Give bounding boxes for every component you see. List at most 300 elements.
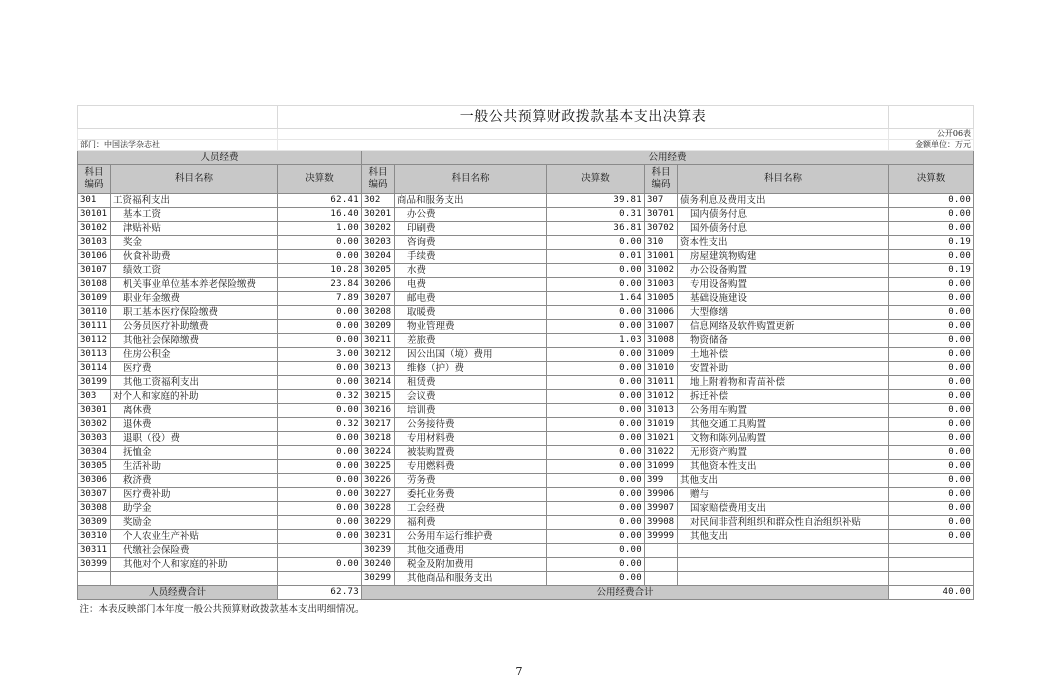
item-name-cell: 其他工资福利支出: [111, 376, 278, 390]
item-name-cell: 物资储备: [678, 334, 889, 348]
amount-cell: 0.01: [547, 250, 645, 264]
code-cell: 31012: [645, 390, 678, 404]
code-cell: 30107: [78, 264, 111, 278]
item-name-cell: 公务用车购置: [678, 404, 889, 418]
amount-cell: 0.00: [547, 320, 645, 334]
amount-cell: 0.00: [278, 320, 362, 334]
item-name-cell: 职业年金缴费: [111, 292, 278, 306]
item-name-cell: 物业管理费: [395, 320, 547, 334]
amount-cell: 0.00: [547, 362, 645, 376]
public-total-label: 公用经费合计: [362, 586, 889, 600]
item-name-cell: 其他对个人和家庭的补助: [111, 558, 278, 572]
code-cell: 30114: [78, 362, 111, 376]
code-cell: 31005: [645, 292, 678, 306]
item-name-cell: 资本性支出: [678, 236, 889, 250]
footnote: 注：本表反映部门本年度一般公共预算财政拨款基本支出明细情况。: [78, 600, 974, 617]
item-name-cell: 土地补偿: [678, 348, 889, 362]
amount-cell: 0.00: [547, 474, 645, 488]
item-name-cell: 工资福利支出: [111, 194, 278, 208]
item-name-cell: 信息网络及软件购置更新: [678, 320, 889, 334]
code-cell: 307: [645, 194, 678, 208]
item-name-cell: 其他支出: [678, 474, 889, 488]
amount-cell: 0.00: [278, 516, 362, 530]
table-row: [78, 292, 974, 306]
amount-cell: 0.00: [889, 376, 974, 390]
amount-cell: 0.00: [547, 390, 645, 404]
item-name-cell: 个人农业生产补贴: [111, 530, 278, 544]
code-cell: 30301: [78, 404, 111, 418]
item-name-cell: [678, 558, 889, 572]
item-name-cell: 文物和陈列品购置: [678, 432, 889, 446]
amount-cell: 0.00: [278, 236, 362, 250]
item-name-cell: 其他商品和服务支出: [395, 572, 547, 586]
amount-cell: [278, 572, 362, 586]
amount-cell: 0.00: [547, 558, 645, 572]
amount-cell: 0.00: [889, 446, 974, 460]
code-cell: 30304: [78, 446, 111, 460]
amount-cell: 0.00: [547, 544, 645, 558]
amount-cell: 0.00: [889, 404, 974, 418]
code-cell: 399: [645, 474, 678, 488]
public-total-value: 40.00: [889, 586, 974, 600]
item-name-cell: 拆迁补偿: [678, 390, 889, 404]
amount-cell: 0.00: [889, 348, 974, 362]
table-body: [78, 194, 974, 586]
amount-cell: 0.00: [547, 236, 645, 250]
item-name-cell: 维修（护）费: [395, 362, 547, 376]
amount-cell: [889, 558, 974, 572]
code-cell: 30225: [362, 460, 395, 474]
item-name-cell: 工会经费: [395, 502, 547, 516]
amount-cell: 0.00: [889, 278, 974, 292]
code-cell: 30701: [645, 208, 678, 222]
amount-cell: 39.81: [547, 194, 645, 208]
item-name-cell: 奖金: [111, 236, 278, 250]
item-name-cell: 伙食补助费: [111, 250, 278, 264]
item-name-cell: 大型修缮: [678, 306, 889, 320]
table-row: [78, 390, 974, 404]
item-name-cell: 税金及附加费用: [395, 558, 547, 572]
table-row: [78, 446, 974, 460]
item-name-cell: 专用设备购置: [678, 278, 889, 292]
budget-table: [77, 105, 974, 616]
code-cell: [645, 572, 678, 586]
item-name-cell: 国内债务付息: [678, 208, 889, 222]
code-cell: 30102: [78, 222, 111, 236]
col-code-2: 科目 编码: [362, 165, 395, 194]
item-name-cell: 劳务费: [395, 474, 547, 488]
table-row: [78, 306, 974, 320]
amount-cell: 0.00: [278, 530, 362, 544]
table-row: [78, 334, 974, 348]
amount-cell: 0.00: [547, 404, 645, 418]
item-name-cell: 代缴社会保险费: [111, 544, 278, 558]
code-cell: 302: [362, 194, 395, 208]
code-cell: 30231: [362, 530, 395, 544]
amount-cell: [889, 572, 974, 586]
code-cell: 31002: [645, 264, 678, 278]
code-cell: 30226: [362, 474, 395, 488]
amount-cell: 0.00: [889, 334, 974, 348]
amount-cell: 0.31: [547, 208, 645, 222]
amount-cell: 0.00: [889, 474, 974, 488]
amount-cell: 0.00: [278, 474, 362, 488]
amount-cell: 0.00: [278, 376, 362, 390]
table-row: [78, 474, 974, 488]
code-cell: 30109: [78, 292, 111, 306]
item-name-cell: 债务利息及费用支出: [678, 194, 889, 208]
code-cell: 30217: [362, 418, 395, 432]
code-cell: 30227: [362, 488, 395, 502]
amount-cell: 1.00: [278, 222, 362, 236]
item-name-cell: 住房公积金: [111, 348, 278, 362]
item-name-cell: 国家赔偿费用支出: [678, 502, 889, 516]
table-row: [78, 544, 974, 558]
section-public: 公用经费: [362, 151, 974, 165]
amount-cell: 0.00: [889, 530, 974, 544]
item-name-cell: 安置补助: [678, 362, 889, 376]
table-row: [78, 460, 974, 474]
amount-cell: 0.00: [278, 404, 362, 418]
amount-cell: 0.00: [547, 460, 645, 474]
amount-cell: 0.00: [547, 488, 645, 502]
code-cell: 31019: [645, 418, 678, 432]
amount-cell: 0.00: [889, 194, 974, 208]
code-cell: 30213: [362, 362, 395, 376]
item-name-cell: [678, 544, 889, 558]
item-name-cell: 办公设备购置: [678, 264, 889, 278]
code-cell: 30308: [78, 502, 111, 516]
code-cell: 30204: [362, 250, 395, 264]
code-cell: 30199: [78, 376, 111, 390]
code-cell: 31011: [645, 376, 678, 390]
item-name-cell: 办公费: [395, 208, 547, 222]
code-cell: 303: [78, 390, 111, 404]
amount-cell: 23.84: [278, 278, 362, 292]
item-name-cell: 赠与: [678, 488, 889, 502]
table-row: [78, 320, 974, 334]
item-name-cell: 福利费: [395, 516, 547, 530]
item-name-cell: 对个人和家庭的补助: [111, 390, 278, 404]
amount-cell: 0.00: [889, 390, 974, 404]
amount-cell: 0.00: [889, 306, 974, 320]
table-row: [78, 250, 974, 264]
item-name-cell: 其他交通费用: [395, 544, 547, 558]
code-cell: 39907: [645, 502, 678, 516]
code-cell: 30110: [78, 306, 111, 320]
item-name-cell: 地上附着物和青苗补偿: [678, 376, 889, 390]
amount-cell: 0.00: [889, 208, 974, 222]
item-name-cell: 因公出国（境）费用: [395, 348, 547, 362]
amount-cell: 0.00: [547, 516, 645, 530]
unit-label: 金额单位：万元: [889, 140, 974, 151]
item-name-cell: 被装购置费: [395, 446, 547, 460]
amount-cell: 0.00: [889, 418, 974, 432]
code-cell: 30205: [362, 264, 395, 278]
amount-cell: 0.00: [889, 222, 974, 236]
item-name-cell: 邮电费: [395, 292, 547, 306]
code-cell: 31022: [645, 446, 678, 460]
code-cell: 31021: [645, 432, 678, 446]
code-cell: 31010: [645, 362, 678, 376]
code-cell: 30310: [78, 530, 111, 544]
code-cell: 30229: [362, 516, 395, 530]
table-row: [78, 222, 974, 236]
item-name-cell: 差旅费: [395, 334, 547, 348]
code-cell: 310: [645, 236, 678, 250]
table-row: [78, 516, 974, 530]
item-name-cell: 取暖费: [395, 306, 547, 320]
amount-cell: 0.00: [547, 306, 645, 320]
code-cell: 30202: [362, 222, 395, 236]
item-name-cell: 其他社会保障缴费: [111, 334, 278, 348]
item-name-cell: 助学金: [111, 502, 278, 516]
code-cell: 30306: [78, 474, 111, 488]
item-name-cell: 其他交通工具购置: [678, 418, 889, 432]
amount-cell: 0.00: [547, 446, 645, 460]
code-cell: 31001: [645, 250, 678, 264]
code-cell: 30216: [362, 404, 395, 418]
table-row: [78, 404, 974, 418]
code-cell: 30299: [362, 572, 395, 586]
item-name-cell: 国外债务付息: [678, 222, 889, 236]
code-cell: 30228: [362, 502, 395, 516]
code-cell: 30302: [78, 418, 111, 432]
item-name-cell: 绩效工资: [111, 264, 278, 278]
code-cell: 30240: [362, 558, 395, 572]
page-number: 7: [515, 665, 523, 678]
item-name-cell: 其他资本性支出: [678, 460, 889, 474]
item-name-cell: 专用燃料费: [395, 460, 547, 474]
department-label: 部门：中国法学杂志社: [78, 140, 278, 151]
code-cell: 30214: [362, 376, 395, 390]
item-name-cell: 公务接待费: [395, 418, 547, 432]
item-name-cell: 离休费: [111, 404, 278, 418]
code-cell: 30203: [362, 236, 395, 250]
code-cell: 30108: [78, 278, 111, 292]
item-name-cell: 基本工资: [111, 208, 278, 222]
table-row: [78, 278, 974, 292]
item-name-cell: 培训费: [395, 404, 547, 418]
table-row: [78, 488, 974, 502]
code-cell: 31099: [645, 460, 678, 474]
amount-cell: 0.00: [889, 488, 974, 502]
code-cell: [78, 572, 111, 586]
amount-cell: 0.00: [889, 432, 974, 446]
code-cell: 30309: [78, 516, 111, 530]
item-name-cell: 生活补助: [111, 460, 278, 474]
table-row: [78, 418, 974, 432]
item-name-cell: 救济费: [111, 474, 278, 488]
item-name-cell: 印刷费: [395, 222, 547, 236]
table-code: 公开06表: [889, 129, 974, 140]
table-row: [78, 236, 974, 250]
code-cell: 31009: [645, 348, 678, 362]
amount-cell: 0.00: [547, 530, 645, 544]
amount-cell: 3.00: [278, 348, 362, 362]
table-row: [78, 530, 974, 544]
amount-cell: 0.00: [547, 572, 645, 586]
item-name-cell: 对民间非营利组织和群众性自治组织补贴: [678, 516, 889, 530]
code-cell: 30305: [78, 460, 111, 474]
amount-cell: 0.00: [889, 320, 974, 334]
amount-cell: [278, 544, 362, 558]
amount-cell: 0.00: [278, 502, 362, 516]
code-cell: 30206: [362, 278, 395, 292]
amount-cell: 0.00: [547, 432, 645, 446]
item-name-cell: 公务用车运行维护费: [395, 530, 547, 544]
item-name-cell: 水费: [395, 264, 547, 278]
amount-cell: 0.00: [278, 460, 362, 474]
code-cell: 30101: [78, 208, 111, 222]
code-cell: 30208: [362, 306, 395, 320]
code-cell: 301: [78, 194, 111, 208]
amount-cell: 0.19: [889, 264, 974, 278]
amount-cell: [889, 544, 974, 558]
item-name-cell: 无形资产购置: [678, 446, 889, 460]
code-cell: 30113: [78, 348, 111, 362]
code-cell: 30224: [362, 446, 395, 460]
code-cell: 30239: [362, 544, 395, 558]
code-cell: 30111: [78, 320, 111, 334]
code-cell: 30212: [362, 348, 395, 362]
amount-cell: 10.28: [278, 264, 362, 278]
item-name-cell: 房屋建筑物购建: [678, 250, 889, 264]
code-cell: 30215: [362, 390, 395, 404]
code-cell: [645, 544, 678, 558]
amount-cell: 0.00: [278, 488, 362, 502]
code-cell: 31007: [645, 320, 678, 334]
item-name-cell: 抚恤金: [111, 446, 278, 460]
code-cell: 30112: [78, 334, 111, 348]
item-name-cell: 退休费: [111, 418, 278, 432]
personnel-total-value: 62.73: [278, 586, 362, 600]
item-name-cell: 津贴补贴: [111, 222, 278, 236]
code-cell: 31003: [645, 278, 678, 292]
amount-cell: 7.89: [278, 292, 362, 306]
code-cell: 31006: [645, 306, 678, 320]
amount-cell: 0.00: [547, 264, 645, 278]
code-cell: [645, 558, 678, 572]
code-cell: 30399: [78, 558, 111, 572]
item-name-cell: 会议费: [395, 390, 547, 404]
amount-cell: 0.00: [889, 292, 974, 306]
table-title: 一般公共预算财政拨款基本支出决算表: [278, 106, 889, 129]
item-name-cell: 手续费: [395, 250, 547, 264]
col-code-1: 科目 编码: [78, 165, 111, 194]
personnel-total-label: 人员经费合计: [78, 586, 278, 600]
amount-cell: 0.32: [278, 390, 362, 404]
item-name-cell: 医疗费: [111, 362, 278, 376]
item-name-cell: 专用材料费: [395, 432, 547, 446]
code-cell: 30303: [78, 432, 111, 446]
amount-cell: 0.00: [278, 250, 362, 264]
amount-cell: 0.00: [278, 362, 362, 376]
item-name-cell: 商品和服务支出: [395, 194, 547, 208]
code-cell: 30106: [78, 250, 111, 264]
item-name-cell: 机关事业单位基本养老保险缴费: [111, 278, 278, 292]
amount-cell: 0.00: [889, 502, 974, 516]
item-name-cell: 委托业务费: [395, 488, 547, 502]
amount-cell: 0.00: [278, 558, 362, 572]
item-name-cell: 医疗费补助: [111, 488, 278, 502]
col-code-3: 科目 编码: [645, 165, 678, 194]
code-cell: 31008: [645, 334, 678, 348]
amount-cell: 0.00: [889, 460, 974, 474]
code-cell: 30201: [362, 208, 395, 222]
item-name-cell: 基础设施建设: [678, 292, 889, 306]
item-name-cell: 电费: [395, 278, 547, 292]
col-amount-2: 决算数: [547, 165, 645, 194]
code-cell: 39999: [645, 530, 678, 544]
table-row: [78, 194, 974, 208]
item-name-cell: 退职（役）费: [111, 432, 278, 446]
table-row: [78, 362, 974, 376]
table-row: [78, 208, 974, 222]
item-name-cell: 租赁费: [395, 376, 547, 390]
amount-cell: 0.00: [547, 376, 645, 390]
amount-cell: 0.32: [278, 418, 362, 432]
table-row: [78, 376, 974, 390]
table-row: [78, 432, 974, 446]
amount-cell: 0.00: [278, 334, 362, 348]
code-cell: 39908: [645, 516, 678, 530]
code-cell: 30211: [362, 334, 395, 348]
amount-cell: 1.64: [547, 292, 645, 306]
item-name-cell: 公务员医疗补助缴费: [111, 320, 278, 334]
amount-cell: 16.40: [278, 208, 362, 222]
table-row: [78, 264, 974, 278]
item-name-cell: 咨询费: [395, 236, 547, 250]
table-row: [78, 502, 974, 516]
amount-cell: 0.00: [547, 278, 645, 292]
table-row: [78, 572, 974, 586]
code-cell: 30207: [362, 292, 395, 306]
amount-cell: 0.00: [889, 250, 974, 264]
col-name-1: 科目名称: [111, 165, 278, 194]
item-name-cell: [111, 572, 278, 586]
amount-cell: 0.00: [547, 502, 645, 516]
code-cell: 39906: [645, 488, 678, 502]
amount-cell: 0.00: [547, 418, 645, 432]
section-personnel: 人员经费: [78, 151, 362, 165]
code-cell: 30209: [362, 320, 395, 334]
item-name-cell: [678, 572, 889, 586]
amount-cell: 1.03: [547, 334, 645, 348]
col-amount-3: 决算数: [889, 165, 974, 194]
item-name-cell: 奖励金: [111, 516, 278, 530]
code-cell: 30103: [78, 236, 111, 250]
col-amount-1: 决算数: [278, 165, 362, 194]
code-cell: 30307: [78, 488, 111, 502]
amount-cell: 0.00: [278, 432, 362, 446]
code-cell: 30702: [645, 222, 678, 236]
code-cell: 30311: [78, 544, 111, 558]
table-row: [78, 348, 974, 362]
amount-cell: 0.19: [889, 236, 974, 250]
budget-sheet: [77, 105, 972, 616]
amount-cell: 0.00: [278, 306, 362, 320]
col-name-3: 科目名称: [678, 165, 889, 194]
amount-cell: 0.00: [889, 516, 974, 530]
amount-cell: 0.00: [889, 362, 974, 376]
item-name-cell: 职工基本医疗保险缴费: [111, 306, 278, 320]
code-cell: 31013: [645, 404, 678, 418]
amount-cell: 36.81: [547, 222, 645, 236]
table-row: [78, 558, 974, 572]
amount-cell: 0.00: [278, 446, 362, 460]
code-cell: 30218: [362, 432, 395, 446]
